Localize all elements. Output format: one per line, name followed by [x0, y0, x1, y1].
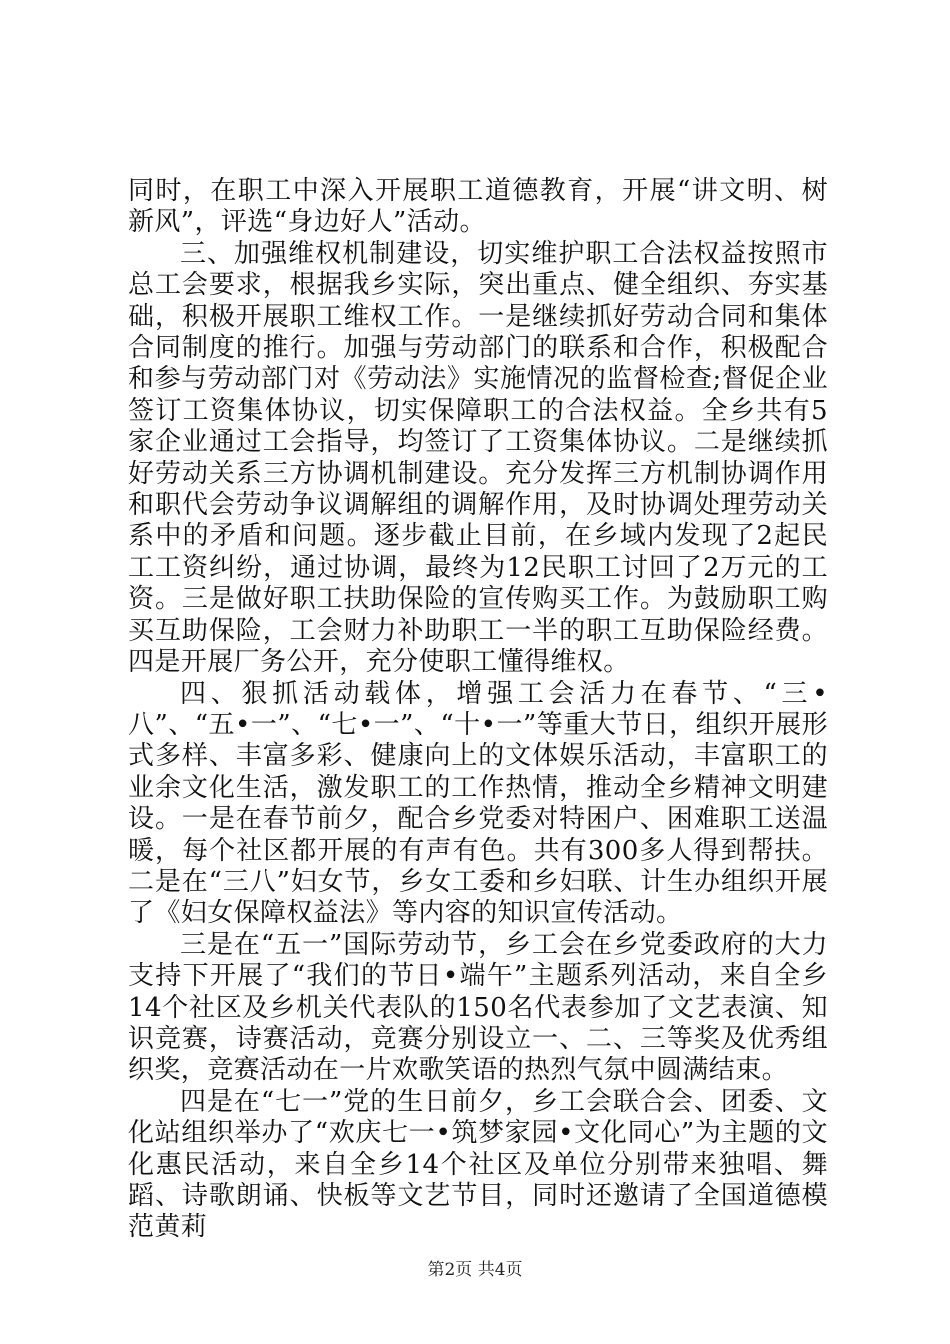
- paragraph-3: 四、狠抓活动载体，增强工会活力在春节、“三•八”、“五•一”、“七•一”、“十•一”等重大节日，组织开展形式多样、丰富多彩、健康向上的文体娱乐活动，丰富职工的业余文化生活，激发职工的工作热情，推动全乡精神文明建设。一是在春节前夕，配合乡党委对特困户、困难职工送温暖，每个社区都开展的有声有色。共有300多人得到帮扶。二是在“三八”妇女节，乡女工委和乡妇联、计生办组织开展了《妇女保障权益法》等内容的知识宣传活动。: [128, 678, 828, 929]
- paragraph-2: 三、加强维权机制建设，切实维护职工合法权益按照市总工会要求，根据我乡实际，突出重点、健全组织、夯实基础，积极开展职工维权工作。一是继续抓好劳动合同和集体合同制度的推行。加强与劳动部门的联系和合作，积极配合和参与劳动部门对《劳动法》实施情况的监督检查;督促企业签订工资集体协议，切实保障职工的合法权益。全乡共有5家企业通过工会指导，均签订了工资集体协议。二是继续抓好劳动关系三方协调机制建设。充分发挥三方机制协调作用和职代会劳动争议调解组的调解作用，及时协调处理劳动关系中的矛盾和问题。逐步截止目前，在乡域内发现了2起民工工资纠纷，通过协调，最终为12民职工讨回了2万元的工资。三是做好职工扶助保险的宣传购买工作。为鼓励职工购买互助保险，工会财力补助职工一半的职工互助保险经费。四是开展厂务公开，充分使职工懂得维权。: [128, 238, 828, 678]
- paragraph-1: 同时，在职工中深入开展职工道德教育，开展“讲文明、树新风”，评选“身边好人”活动。: [128, 176, 828, 238]
- page-number-footer: 第2页 共4页: [427, 1260, 523, 1280]
- paragraph-5: 四是在“七一”党的生日前夕，乡工会联合会、团委、文化站组织举办了“欢庆七一•筑梦家园•文化同心”为主题的文化惠民活动，来自全乡14个社区及单位分别带来独唱、舞蹈、诗歌朗诵、快板等文艺节目，同时还邀请了全国道德模范黄莉: [128, 1086, 828, 1243]
- paragraph-4: 三是在“五一”国际劳动节，乡工会在乡党委政府的大力支持下开展了“我们的节日•端午”主题系列活动，来自全乡14个社区及乡机关代表队的150名代表参加了文艺表演、知识竞赛，诗赛活动，竞赛分别设立一、二、三等奖及优秀组织奖，竞赛活动在一片欢歌笑语的热烈气氛中圆满结束。: [128, 929, 828, 1086]
- document-body: [128, 176, 828, 1244]
